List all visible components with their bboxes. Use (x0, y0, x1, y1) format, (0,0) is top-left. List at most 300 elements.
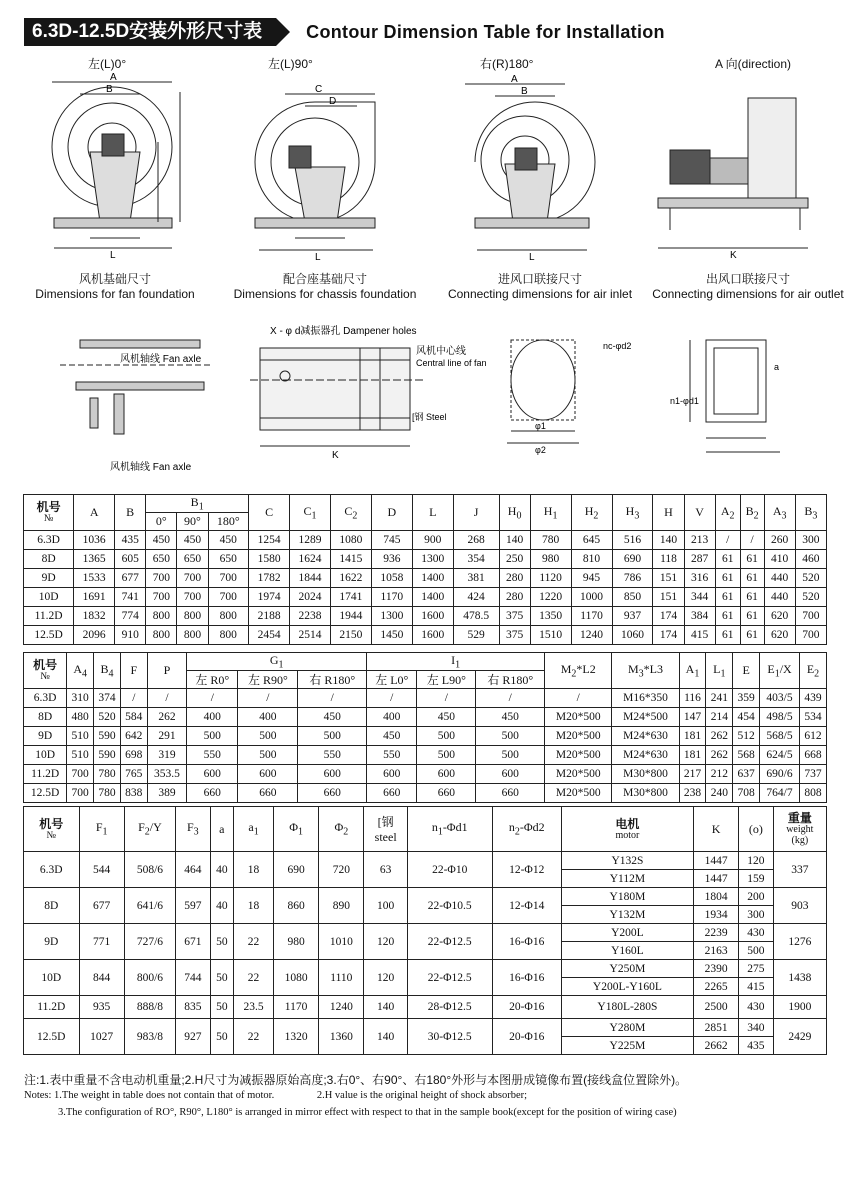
table-cell: 140 (364, 996, 407, 1019)
table-cell: 500 (298, 727, 367, 746)
table-cell: 584 (120, 708, 147, 727)
table-cell: 159 (739, 870, 773, 888)
table-cell: 860 (273, 888, 318, 924)
table-cell: 2150 (330, 626, 371, 645)
svg-text:φ2: φ2 (535, 445, 546, 455)
table-cell: M24*500 (612, 708, 679, 727)
table-cell: 1220 (530, 588, 571, 607)
table-cell: 12.5D (24, 1019, 80, 1055)
table-cell: 741 (115, 588, 146, 607)
header-cn: 重量 (787, 811, 812, 825)
header-row (24, 495, 827, 513)
table-cell: 1289 (290, 531, 331, 550)
table-cell: 319 (147, 746, 187, 765)
table-cell: 677 (79, 888, 124, 924)
table-cell: 140 (364, 1019, 407, 1055)
caption-en: Dimensions for chassis foundation (233, 287, 417, 301)
table-cell: 403/5 (760, 689, 800, 708)
table-row (24, 852, 827, 870)
table-cell: 1350 (530, 607, 571, 626)
svg-text:L: L (110, 250, 116, 261)
table-cell: 147 (679, 708, 706, 727)
column-header: $a_1$ (234, 807, 274, 852)
table-cell: / (120, 689, 147, 708)
table-cell: 1027 (79, 1019, 124, 1055)
table-cell: 1580 (249, 550, 290, 569)
column-header: 左 L0° (367, 671, 417, 689)
column-header: 0° (146, 513, 177, 531)
table-cell: 181 (679, 727, 706, 746)
column-header: $F_2/Y$ (124, 807, 175, 852)
table-cell: 1624 (290, 550, 331, 569)
column-header: D (371, 495, 412, 531)
view-label-r180: 右(R)180° (480, 57, 534, 71)
column-header: E (733, 653, 760, 689)
table-cell: 480 (67, 708, 94, 727)
table-cell: 600 (417, 765, 476, 784)
table-cell: 2514 (290, 626, 331, 645)
table-cell: 50 (210, 960, 234, 996)
column-header: $A_2$ (715, 495, 740, 531)
table-cell: 10D (24, 960, 80, 996)
caption-cn: 配合座基础尺寸 (282, 272, 367, 286)
column-header: $I_1$ (367, 653, 545, 671)
column-header: $F_3$ (176, 807, 210, 852)
table-cell: 212 (706, 765, 733, 784)
table-cell: 600 (238, 765, 298, 784)
table-cell: 400 (187, 708, 238, 727)
table-cell: 174 (653, 607, 684, 626)
table-cell: 61 (715, 550, 740, 569)
table-cell: 745 (371, 531, 412, 550)
table-cell: 1110 (319, 960, 364, 996)
table-cell: 140 (499, 531, 530, 550)
table-row (24, 924, 827, 942)
table-cell: 1170 (371, 588, 412, 607)
table-cell: 410 (764, 550, 795, 569)
table-cell: 1276 (773, 924, 826, 960)
fan-axle-label: 风机轴线 Fan axle (120, 354, 202, 365)
table-cell: M20*500 (545, 708, 612, 727)
table-cell: 1365 (74, 550, 115, 569)
header-en: № (43, 513, 54, 525)
machine-no-header (24, 807, 80, 852)
column-header: 右 R180° (476, 671, 545, 689)
column-header: L (412, 495, 453, 531)
table-cell: 850 (612, 588, 653, 607)
table-cell: 300 (795, 531, 826, 550)
svg-text:C: C (315, 84, 323, 95)
table-cell: 1447 (693, 870, 738, 888)
table-cell: 641/6 (124, 888, 175, 924)
table-cell: 500 (417, 746, 476, 765)
column-header: $E_1/X$ (760, 653, 800, 689)
table-cell: 890 (319, 888, 364, 924)
fan-drawing-l0 (40, 72, 190, 262)
table-cell: 1300 (371, 607, 412, 626)
column-header: H (653, 495, 684, 531)
table-cell: / (417, 689, 476, 708)
svg-text:a: a (774, 362, 780, 372)
table-cell: 11.2D (24, 765, 67, 784)
table-row (24, 588, 827, 607)
table-cell: 671 (176, 924, 210, 960)
header-row (24, 807, 827, 852)
column-header: A (74, 495, 115, 531)
table-cell: 800 (146, 607, 177, 626)
central-line-label: 风机中心线 (416, 346, 466, 357)
table-cell: 50 (210, 1019, 234, 1055)
notes-cn: 注:1.表中重量不含电动机重量;2.H尺寸为减振器原始高度;3.右0°、右90°、右180°外形与本图册成镜像布置(接线盒位置除外)。 (24, 1073, 688, 1087)
table-cell: 1010 (319, 924, 364, 960)
table-cell: 8D (24, 888, 80, 924)
table-row (24, 1019, 827, 1037)
table-cell: 888/8 (124, 996, 175, 1019)
column-header: $n_2-\Phi d2$ (492, 807, 561, 852)
table-cell: 660 (476, 784, 545, 803)
table-cell: 1060 (612, 626, 653, 645)
table-cell: 810 (571, 550, 612, 569)
table-cell: 430 (739, 996, 773, 1019)
table-cell: 737 (800, 765, 827, 784)
table-cell: Y250M (561, 960, 693, 978)
table-cell: 181 (679, 746, 706, 765)
header-en: motor (615, 829, 640, 841)
table-cell: 464 (176, 852, 210, 888)
table-cell: 450 (367, 727, 417, 746)
table-cell: 2188 (249, 607, 290, 626)
table-cell: 1622 (330, 569, 371, 588)
table-cell: 20-Φ16 (492, 996, 561, 1019)
table-cell: 238 (679, 784, 706, 803)
table-cell: Y180L-280S (561, 996, 693, 1019)
table-cell: 2429 (773, 1019, 826, 1055)
caption-en: Connecting dimensions for air inlet (447, 287, 633, 301)
table-cell: 22 (234, 960, 274, 996)
table-cell: / (187, 689, 238, 708)
table-cell: 450 (208, 531, 249, 550)
table-cell: 500 (238, 727, 298, 746)
table-cell: 1400 (412, 588, 453, 607)
table-row (24, 626, 827, 645)
table-cell: 61 (740, 607, 764, 626)
column-header: 左 R0° (187, 671, 238, 689)
table-cell: 700 (146, 588, 177, 607)
table-cell: 1415 (330, 550, 371, 569)
table-cell: 690 (612, 550, 653, 569)
table-cell: M20*500 (545, 784, 612, 803)
table-cell: 550 (187, 746, 238, 765)
table-cell: 700 (208, 588, 249, 607)
table-cell: 260 (764, 531, 795, 550)
table-cell: 900 (412, 531, 453, 550)
table-cell: 645 (571, 531, 612, 550)
table-cell: 151 (653, 569, 684, 588)
table-cell: 478.5 (453, 607, 499, 626)
table-cell: 61 (715, 569, 740, 588)
table-cell: 1832 (74, 607, 115, 626)
table-cell: 1450 (371, 626, 412, 645)
table-cell: M24*630 (612, 727, 679, 746)
header-en: (kg) (791, 835, 809, 846)
table-cell: 1782 (249, 569, 290, 588)
column-header: $F_1$ (79, 807, 124, 852)
table-cell: 375 (499, 607, 530, 626)
column-header: $\Phi_1$ (273, 807, 318, 852)
column-header: $H_3$ (612, 495, 653, 531)
table-cell: 375 (499, 626, 530, 645)
table-cell: 1974 (249, 588, 290, 607)
table-cell: 291 (147, 727, 187, 746)
central-line-en-label: Central line of fan (416, 358, 487, 368)
table-cell: 23.5 (234, 996, 274, 1019)
table-cell: 600 (367, 765, 417, 784)
table-cell: 61 (740, 569, 764, 588)
table-cell: Y112M (561, 870, 693, 888)
table-cell: 61 (715, 588, 740, 607)
table-cell: Y132S (561, 852, 693, 870)
svg-text:L: L (315, 252, 321, 263)
table-cell: 774 (115, 607, 146, 626)
dimension-table-3 (23, 806, 827, 1055)
table-cell: 11.2D (24, 996, 80, 1019)
table-cell: 2238 (290, 607, 331, 626)
table-cell: 1944 (330, 607, 371, 626)
table-cell: 668 (800, 746, 827, 765)
table-cell: 450 (298, 708, 367, 727)
table-cell: 800 (146, 626, 177, 645)
outlet-holes-label: n1-φd1 (670, 396, 699, 406)
table-cell: 700 (208, 569, 249, 588)
table-cell: 2163 (693, 942, 738, 960)
table-cell: 1844 (290, 569, 331, 588)
table-cell: 512 (733, 727, 760, 746)
table-cell: 1120 (530, 569, 571, 588)
table-cell: 508/6 (124, 852, 175, 888)
table-cell: 529 (453, 626, 499, 645)
column-header: $B_4$ (94, 653, 121, 689)
table-cell: 50 (210, 924, 234, 960)
table-cell: Y200L (561, 924, 693, 942)
table-cell: 415 (684, 626, 715, 645)
column-header: $A_3$ (764, 495, 795, 531)
view-label-a-direction: A 向(direction) (715, 57, 792, 71)
table-cell: 415 (739, 978, 773, 996)
table-cell: 310 (67, 689, 94, 708)
table-cell: 660 (367, 784, 417, 803)
column-header: 左 R90° (238, 671, 298, 689)
table-cell: 568 (733, 746, 760, 765)
table-cell: 18 (234, 852, 274, 888)
table-cell: 381 (453, 569, 499, 588)
column-header: $H_0$ (499, 495, 530, 531)
table-cell: 1254 (249, 531, 290, 550)
table-cell: 800 (177, 607, 208, 626)
table-cell: 460 (795, 550, 826, 569)
column-header: $n_1-\Phi d1$ (407, 807, 492, 852)
table-cell: 40 (210, 888, 234, 924)
svg-text:B: B (106, 84, 113, 95)
table-cell: 1170 (273, 996, 318, 1019)
table-cell: 677 (115, 569, 146, 588)
steel-label: [钢 Steel (412, 412, 447, 422)
table-cell: 9D (24, 924, 80, 960)
table-cell: 1036 (74, 531, 115, 550)
table-cell: 720 (319, 852, 364, 888)
table-cell: 660 (187, 784, 238, 803)
fan-axle-label-bottom: 风机轴线 Fan axle (110, 462, 192, 473)
table-cell: 568/5 (760, 727, 800, 746)
table-cell: / (367, 689, 417, 708)
table-cell: / (147, 689, 187, 708)
table-cell: 1934 (693, 906, 738, 924)
table-cell: 980 (273, 924, 318, 960)
table-cell: M30*800 (612, 784, 679, 803)
table-cell: 700 (67, 765, 94, 784)
table-cell: 600 (476, 765, 545, 784)
table-cell: 1533 (74, 569, 115, 588)
table-cell: 808 (800, 784, 827, 803)
table-cell: 440 (764, 569, 795, 588)
table-cell: 764/7 (760, 784, 800, 803)
table-cell: 340 (739, 1019, 773, 1037)
title-en: Contour Dimension Table for Installation (306, 21, 665, 42)
table-cell: 612 (800, 727, 827, 746)
table-cell: 2096 (74, 626, 115, 645)
machine-no-header (24, 653, 67, 689)
column-header: a (210, 807, 234, 852)
table-cell: 590 (94, 727, 121, 746)
table-cell: 9D (24, 569, 74, 588)
table-cell: 660 (298, 784, 367, 803)
table-cell: 262 (706, 746, 733, 765)
table-cell: 927 (176, 1019, 210, 1055)
column-header: $C_1$ (290, 495, 331, 531)
table-cell: Y180M (561, 888, 693, 906)
table-row (24, 550, 827, 569)
table-cell: 40 (210, 852, 234, 888)
table-cell: 2390 (693, 960, 738, 978)
table-cell: M20*500 (545, 727, 612, 746)
column-header: $C_2$ (330, 495, 371, 531)
table-cell: 660 (417, 784, 476, 803)
table-cell: 624/5 (760, 746, 800, 765)
svg-text:L: L (529, 252, 535, 263)
table-cell: 516 (612, 531, 653, 550)
table-cell: 280 (499, 569, 530, 588)
column-header: 右 R180° (298, 671, 367, 689)
table-cell: 700 (146, 569, 177, 588)
table-cell: 2024 (290, 588, 331, 607)
fan-drawing-l90 (245, 72, 395, 262)
table-cell: Y225M (561, 1037, 693, 1055)
table-cell: 240 (706, 784, 733, 803)
column-header: 90° (177, 513, 208, 531)
table-cell: / (740, 531, 764, 550)
table-cell: 10D (24, 588, 74, 607)
dimension-table-2 (23, 652, 827, 803)
table-cell: / (715, 531, 740, 550)
table-cell: 450 (146, 531, 177, 550)
table-cell: 650 (146, 550, 177, 569)
column-header: $A_1$ (679, 653, 706, 689)
table-cell: 936 (371, 550, 412, 569)
table-cell: 440 (764, 588, 795, 607)
table-row (24, 727, 827, 746)
table-cell: / (476, 689, 545, 708)
table-cell: 500 (476, 746, 545, 765)
table-cell: 650 (177, 550, 208, 569)
fan-foundation-drawing (20, 310, 220, 480)
table-cell: 700 (795, 626, 826, 645)
table-cell: 2454 (249, 626, 290, 645)
table-cell: Y132M (561, 906, 693, 924)
table-cell: 344 (684, 588, 715, 607)
table-cell: 389 (147, 784, 187, 803)
header-cn: 电机 (615, 816, 640, 831)
table-cell: 454 (733, 708, 760, 727)
table-row (24, 689, 827, 708)
column-header: K (693, 807, 738, 852)
table-cell: 838 (120, 784, 147, 803)
caption-air-outlet (648, 272, 848, 302)
table-cell: 61 (715, 626, 740, 645)
table-cell: 550 (367, 746, 417, 765)
dampener-label: X - φ d减振器孔 Dampener holes (270, 326, 417, 337)
table-cell: 63 (364, 852, 407, 888)
table-cell: 800 (208, 607, 249, 626)
table-cell: 116 (679, 689, 706, 708)
header-en: weight (786, 824, 814, 835)
column-header: B (115, 495, 146, 531)
header-row (24, 653, 827, 671)
header-cn: 机号 (39, 816, 64, 831)
table-cell: 605 (115, 550, 146, 569)
table-cell: / (545, 689, 612, 708)
table-cell: M30*800 (612, 765, 679, 784)
table-cell: 22-Φ10.5 (407, 888, 492, 924)
table-cell: 22-Φ10 (407, 852, 492, 888)
table-cell: 400 (367, 708, 417, 727)
table-cell: 500 (238, 746, 298, 765)
column-header (773, 807, 826, 852)
column-header: $B_3$ (795, 495, 826, 531)
table-cell: 12-Φ14 (492, 888, 561, 924)
table-cell: 2239 (693, 924, 738, 942)
table-cell: 140 (653, 531, 684, 550)
table-cell: 10D (24, 746, 67, 765)
dimension-table-1 (23, 494, 827, 645)
column-header (561, 807, 693, 852)
table-cell: 500 (417, 727, 476, 746)
table-cell: 100 (364, 888, 407, 924)
table-cell: 1300 (412, 550, 453, 569)
table-cell: 280 (499, 588, 530, 607)
page-header (24, 18, 665, 46)
table-cell: 500 (187, 727, 238, 746)
view-label-l90: 左(L)90° (268, 57, 313, 71)
svg-text:φ1: φ1 (535, 421, 546, 431)
table-cell: 174 (653, 626, 684, 645)
column-header: $E_2$ (800, 653, 827, 689)
table-cell: 50 (210, 996, 234, 1019)
table-cell: 12-Φ12 (492, 852, 561, 888)
table-cell: 1804 (693, 888, 738, 906)
column-header: (o) (739, 807, 773, 852)
table-cell: 771 (79, 924, 124, 960)
table-cell: 1170 (571, 607, 612, 626)
table-cell: 16-Φ16 (492, 960, 561, 996)
